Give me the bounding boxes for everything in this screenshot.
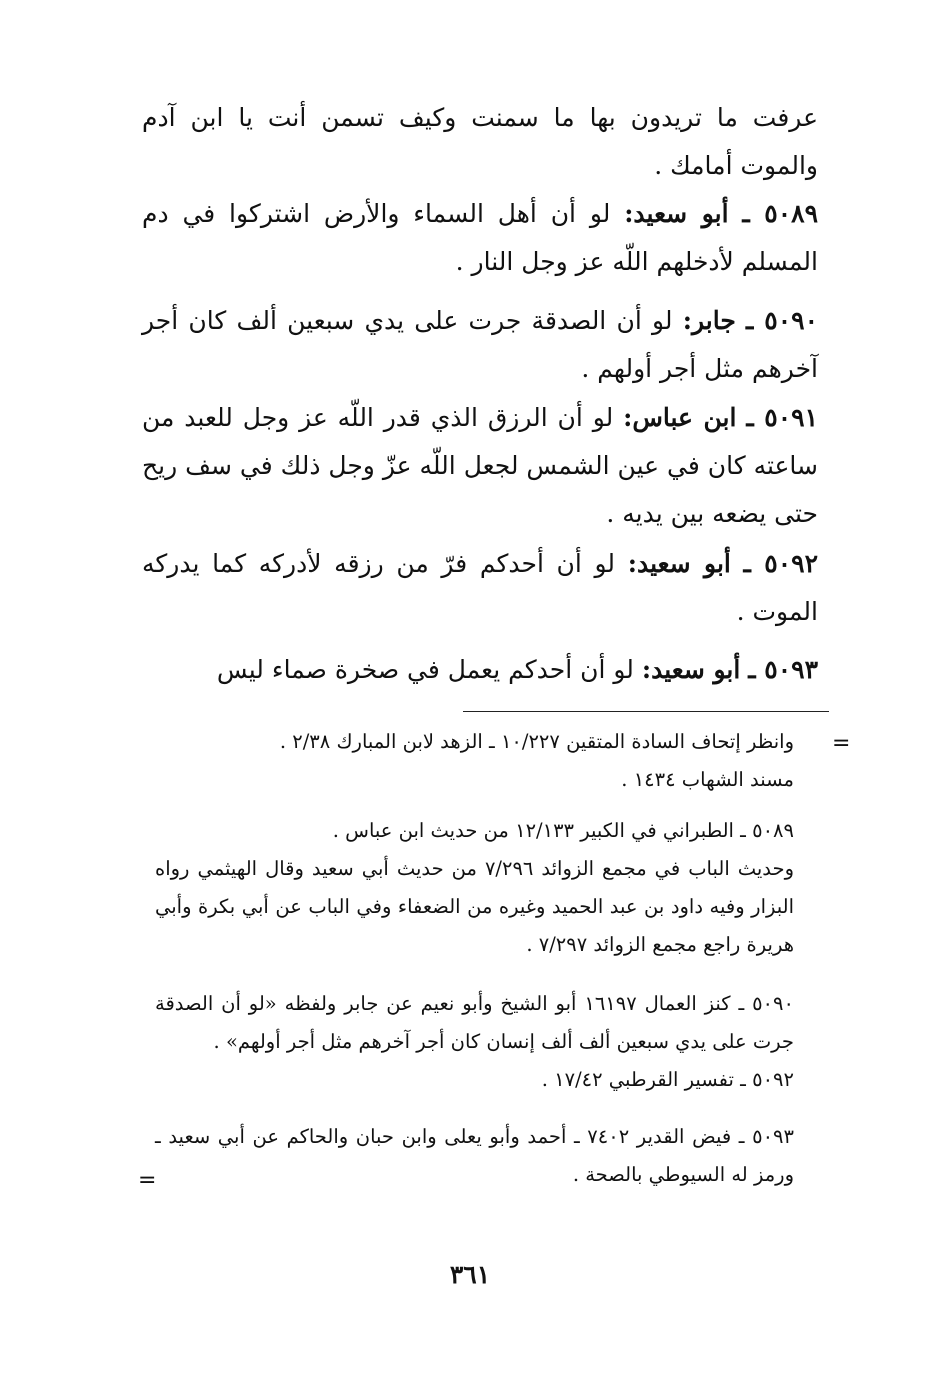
entry-number: ٥٠٩٠ ـ xyxy=(746,306,819,335)
main-text-block xyxy=(142,94,818,190)
footnote-line: وانظر إتحاف السادة المتقين ١٠/٢٢٧ ـ الزهد لابن المبارك ٢/٣٨ . xyxy=(279,730,794,753)
footnote-paragraph: وحديث الباب في مجمع الزوائد ٧/٢٩٦ من حديث أبي سعيد وقال الهيثمي رواه البزار وفيه داود بن عبد الحميد وغيره من الضعفاء وفي الباب عن أبي بكرة وأبي هريرة راجع مجمع الزوائد ٧/٢٩٧ . xyxy=(155,857,794,956)
footnote-line: مسند الشهاب ١٤٣٤ . xyxy=(621,768,794,791)
narrator-name: ابن عباس: xyxy=(623,403,737,432)
footnote-5093 xyxy=(155,1118,828,1194)
footnote-paragraph: ٥٠٩٠ ـ كنز العمال ١٦١٩٧ أبو الشيخ وأبو نعيم عن جابر ولفظه «لو أن الصدقة جرت على يدي سبعين ألف ألف إنسان كان أجر آخرهم مثل أجر أولهم» . xyxy=(155,992,794,1053)
entry-5090 xyxy=(142,297,818,393)
intro-paragraph: عرفت ما تريدون بها ما سمنت وكيف تسمن أنت يا ابن آدم والموت أمامك . xyxy=(142,103,818,180)
entry-5093 xyxy=(142,646,818,694)
entry-number: ٥٠٩١ ـ xyxy=(746,403,818,432)
narrator-name: أبو سعيد: xyxy=(641,655,741,684)
footnote-continued xyxy=(155,723,828,799)
footnote-line: ٥٠٩٢ ـ تفسير القرطبي ١٧/٤٢ . xyxy=(541,1068,794,1091)
continuation-marker: = xyxy=(832,731,851,756)
footnote-line: ٥٠٨٩ ـ الطبراني في الكبير ١٢/١٣٣ من حديث ابن عباس . xyxy=(332,819,794,842)
narrator-name: أبو سعيد: xyxy=(624,199,729,228)
entry-number: ٥٠٩٣ ـ xyxy=(748,655,818,684)
narrator-name: أبو سعيد: xyxy=(627,549,731,578)
entry-text: لو أن أهل السماء والأرض اشتركوا في دم المسلم لأدخلهم اللّه عز وجل النار . xyxy=(142,199,818,276)
entry-text: لو أن الصدقة جرت على يدي سبعين ألف كان أجر آخرهم مثل أجر أولهم . xyxy=(142,306,818,383)
entry-5091 xyxy=(142,394,818,538)
continuation-marker-end: = xyxy=(138,1168,157,1193)
page-number: ٣٦١ xyxy=(449,1260,491,1289)
entry-5092 xyxy=(142,540,818,636)
entry-number: ٥٠٩٢ ـ xyxy=(743,549,818,578)
entry-number: ٥٠٨٩ ـ xyxy=(742,199,818,228)
entry-text: لو أن أحدكم فرّ من رزقه لأدركه كما يدركه الموت . xyxy=(142,549,818,626)
entry-text: لو أن الرزق الذي قدر اللّه عز وجل للعبد من ساعته كان في عين الشمس لجعل اللّه عزّ وجل ذلك في سف ريح حتى يضعه بين يديه . xyxy=(142,403,818,528)
entry-text: لو أن أحدكم يعمل في صخرة صماء ليس xyxy=(216,655,642,684)
footnote-separator xyxy=(463,711,829,712)
footnote-5090 xyxy=(155,985,828,1099)
footnote-paragraph: ٥٠٩٣ ـ فيض القدير ٧٤٠٢ ـ أحمد وأبو يعلى وابن حبان والحاكم عن أبي سعيد ـ ورمز له السيوطي بالصحة . xyxy=(155,1125,794,1186)
entry-5089 xyxy=(142,190,818,286)
narrator-name: جابر: xyxy=(682,306,736,335)
footnote-5089 xyxy=(155,812,828,964)
